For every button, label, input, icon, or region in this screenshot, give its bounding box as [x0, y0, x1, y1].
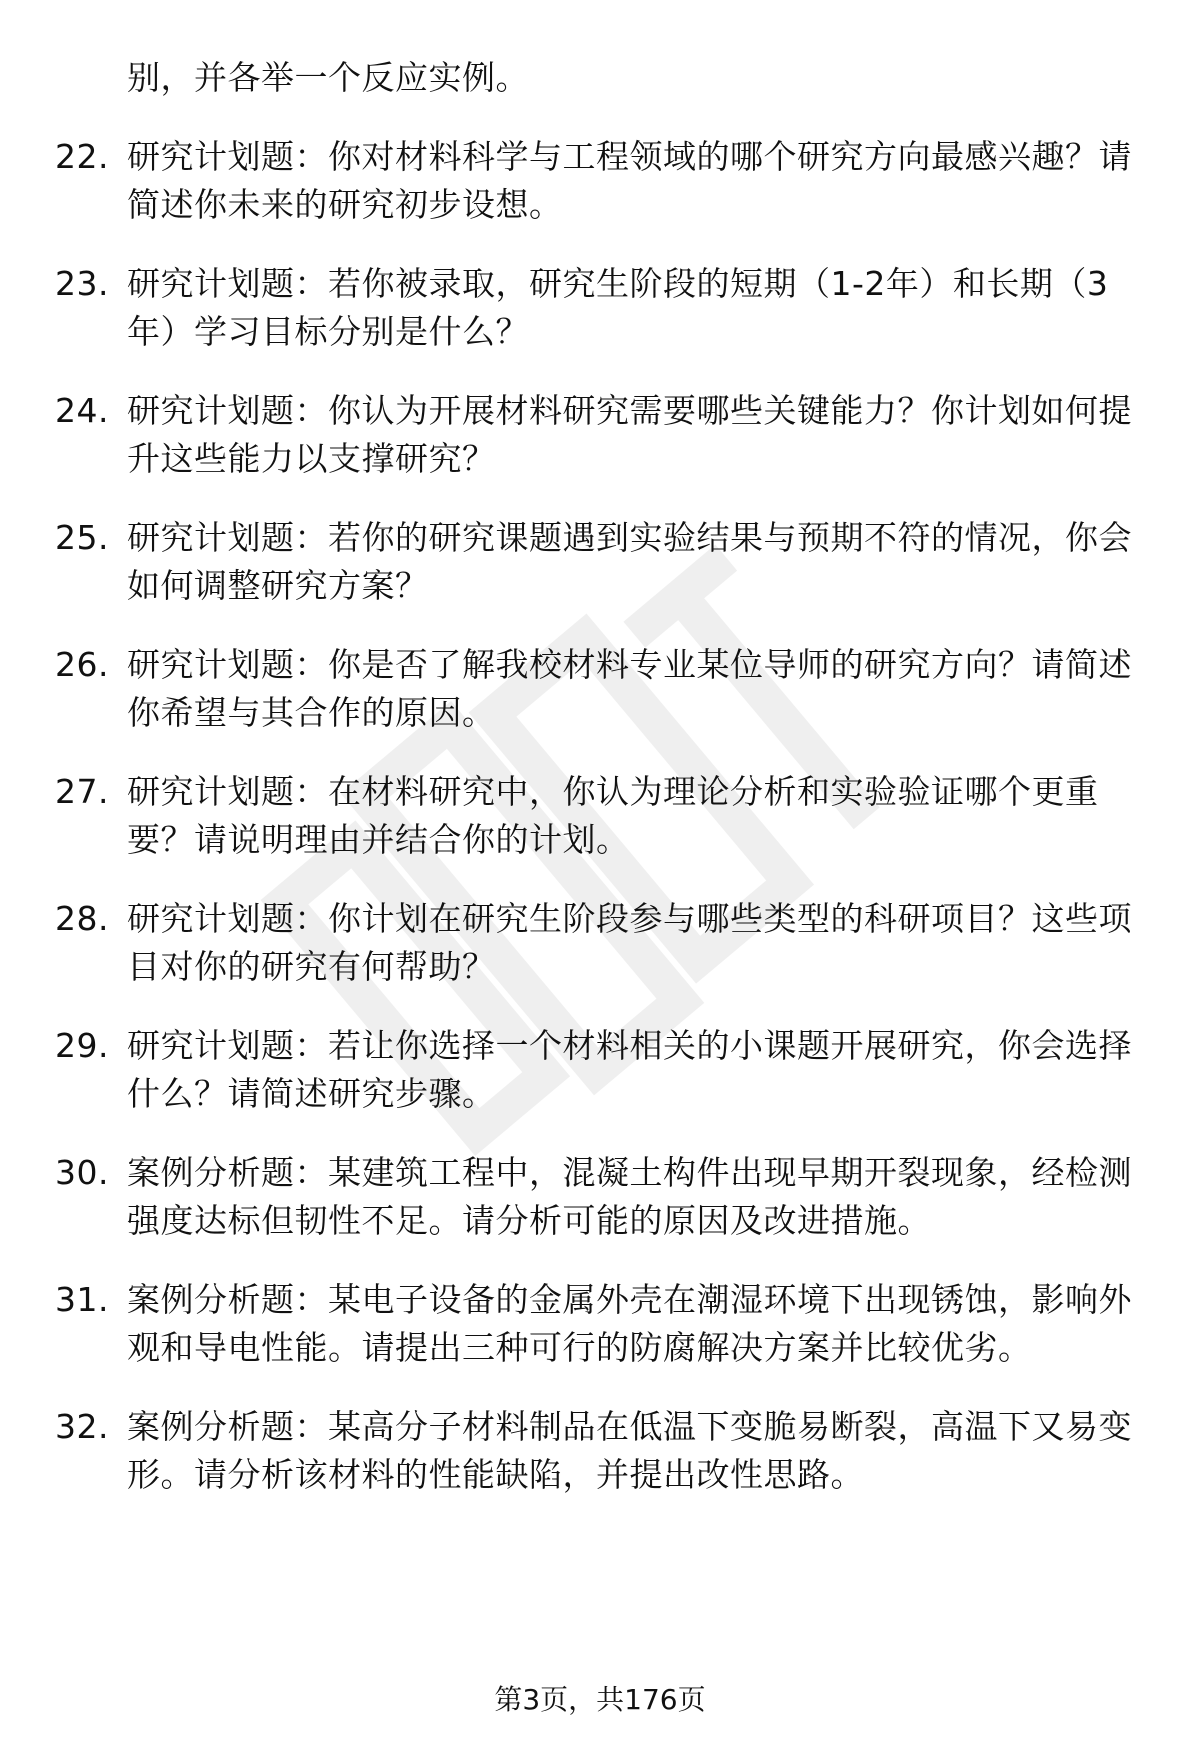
question-item — [55, 641, 1145, 737]
question-text: 研究计划题：你计划在研究生阶段参与哪些类型的科研项目？这些项目对你的研究有何帮助？ — [127, 899, 1132, 986]
page-footer: 第3页，共176页 — [494, 1683, 706, 1716]
question-text: 案例分析题：某建筑工程中，混凝土构件出现早期开裂现象，经检测强度达标但韧性不足。请分析可能的原因及改进措施。 — [127, 1153, 1132, 1240]
question-number: 32. — [55, 1407, 109, 1446]
question-text: 研究计划题：你认为开展材料研究需要哪些关键能力？你计划如何提升这些能力以支撑研究？ — [127, 391, 1132, 478]
question-number: 30. — [55, 1153, 109, 1192]
question-number: 26. — [55, 645, 109, 684]
question-item — [55, 895, 1145, 991]
question-item — [55, 1403, 1145, 1499]
question-text: 案例分析题：某电子设备的金属外壳在潮湿环境下出现锈蚀，影响外观和导电性能。请提出三种可行的防腐解决方案并比较优劣。 — [127, 1280, 1132, 1367]
question-list — [55, 54, 1145, 1530]
question-item — [55, 1149, 1145, 1245]
question-item — [55, 514, 1145, 610]
continued-question-text: 别，并各举一个反应实例。 — [127, 58, 529, 97]
question-item — [55, 1276, 1145, 1372]
question-item — [55, 260, 1145, 356]
question-number: 31. — [55, 1280, 109, 1319]
question-number: 29. — [55, 1026, 109, 1065]
question-text: 研究计划题：你是否了解我校材料专业某位导师的研究方向？请简述你希望与其合作的原因。 — [127, 645, 1132, 732]
question-item — [55, 768, 1145, 864]
question-text: 研究计划题：若你被录取，研究生阶段的短期（1-2年）和长期（3年）学习目标分别是什么？ — [127, 264, 1109, 351]
question-text: 研究计划题：你对材料科学与工程领域的哪个研究方向最感兴趣？请简述你未来的研究初步设想。 — [127, 137, 1132, 224]
question-item — [55, 1022, 1145, 1118]
question-number: 28. — [55, 899, 109, 938]
question-number: 24. — [55, 391, 109, 430]
question-text: 案例分析题：某高分子材料制品在低温下变脆易断裂，高温下又易变形。请分析该材料的性能缺陷，并提出改性思路。 — [127, 1407, 1132, 1494]
question-text: 研究计划题：若你的研究课题遇到实验结果与预期不符的情况，你会如何调整研究方案？ — [127, 518, 1132, 605]
question-number: 25. — [55, 518, 109, 557]
question-number: 23. — [55, 264, 109, 303]
question-text: 研究计划题：若让你选择一个材料相关的小课题开展研究，你会选择什么？请简述研究步骤。 — [127, 1026, 1132, 1113]
question-item — [55, 133, 1145, 229]
question-text: 研究计划题：在材料研究中，你认为理论分析和实验验证哪个更重要？请说明理由并结合你的计划。 — [127, 772, 1099, 859]
question-number: 22. — [55, 137, 109, 176]
question-item — [55, 387, 1145, 483]
question-number: 27. — [55, 772, 109, 811]
